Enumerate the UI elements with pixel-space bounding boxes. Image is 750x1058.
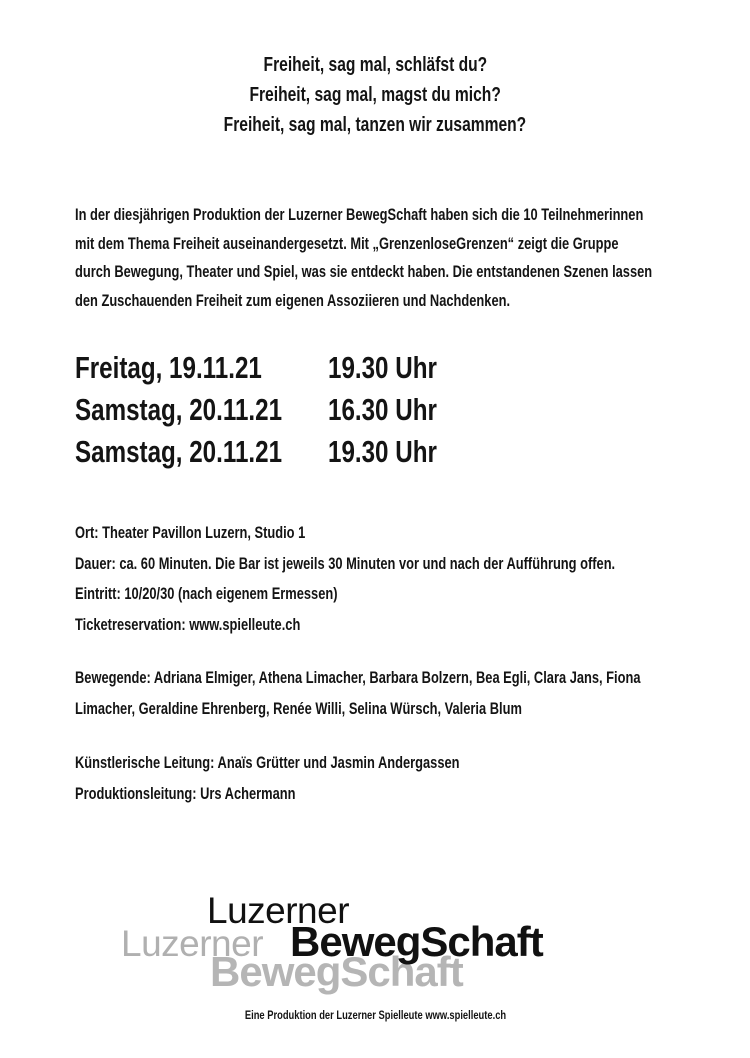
- footer-credit: Eine Produktion der Luzerner Spielleute www.spielleute.ch: [244, 1008, 506, 1022]
- cast-list: [75, 663, 695, 724]
- show-dates: [75, 347, 675, 473]
- show-time: 19.30 Uhr: [328, 434, 437, 469]
- cast-line: Bewegende: Adriana Elmiger, Athena Limacher, Barbara Bolzern, Bea Egli, Clara Jans, Fiona: [75, 669, 641, 687]
- bewegschaft-logo: [0, 887, 750, 997]
- artistic-direction-line: Künstlerische Leitung: Anaïs Grütter und Jasmin Andergassen: [75, 754, 460, 772]
- intro-paragraph: [75, 201, 695, 315]
- show-row: [75, 389, 675, 431]
- logo-bewegschaft: BewegSchaft: [290, 918, 543, 965]
- show-time: 19.30 Uhr: [328, 350, 437, 385]
- duration-line: Dauer: ca. 60 Minuten. Die Bar ist jeweils 30 Minuten vor und nach der Aufführung offen.: [75, 554, 616, 573]
- motto-line: Freiheit, sag mal, magst du mich?: [249, 84, 501, 106]
- show-date: Freitag, 19.11.21: [75, 350, 262, 385]
- intro-line: mit dem Thema Freiheit auseinandergesetzt. Mit „GrenzenloseGrenzen“ zeigt die Gruppe: [75, 234, 619, 253]
- motto-line: Freiheit, sag mal, tanzen wir zusammen?: [223, 114, 527, 136]
- event-info: [75, 518, 695, 640]
- logo-bewegschaft-shadow: BewegSchaft: [210, 948, 463, 995]
- show-row: [75, 431, 675, 473]
- admission-line: Eintritt: 10/20/30 (nach eigenem Ermessen): [75, 585, 338, 603]
- cast-line: Limacher, Geraldine Ehrenberg, Renée Willi, Selina Würsch, Valeria Blum: [75, 699, 522, 718]
- production-line: Produktionsleitung: Urs Achermann: [75, 784, 296, 803]
- show-date: Samstag, 20.11.21: [75, 392, 283, 427]
- show-date: Samstag, 20.11.21: [75, 434, 283, 469]
- motto-line: Freiheit, sag mal, schläfst du?: [263, 54, 487, 76]
- intro-line: durch Bewegung, Theater und Spiel, was sie entdeckt haben. Die entstandenen Szenen lassen: [75, 263, 653, 281]
- ticket-line: Ticketreservation: www.spielleute.ch: [75, 615, 301, 634]
- show-row: [75, 347, 675, 389]
- show-time: 16.30 Uhr: [328, 392, 437, 427]
- intro-line: den Zuschauenden Freiheit zum eigenen Assoziieren und Nachdenken.: [75, 291, 511, 310]
- logo-luzerner-shadow: Luzerner: [121, 923, 264, 964]
- intro-line: In der diesjährigen Produktion der Luzerner BewegSchaft haben sich die 10 Teilnehmerinnen: [75, 206, 644, 224]
- logo-luzerner: Luzerner: [207, 890, 350, 931]
- motto-verse: [0, 50, 750, 140]
- credits: [75, 748, 695, 809]
- location-line: Ort: Theater Pavillon Luzern, Studio 1: [75, 524, 306, 542]
